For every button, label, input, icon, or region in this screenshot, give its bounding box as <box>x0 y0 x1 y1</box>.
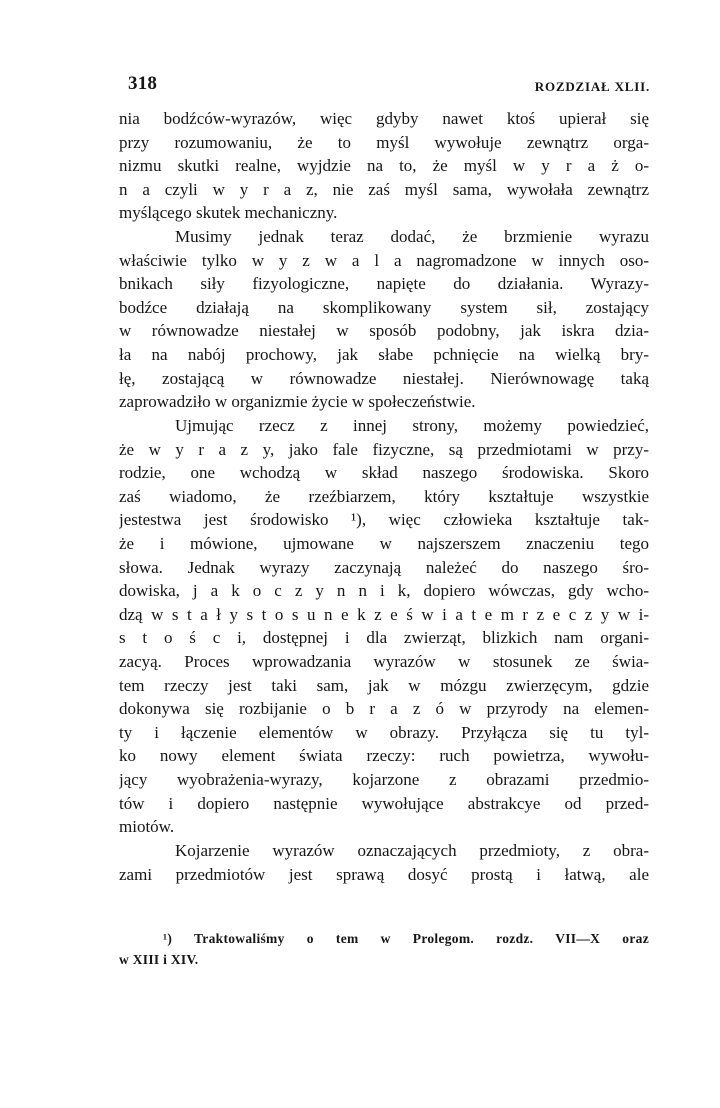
text-line: n a czyli w y r a z, nie zaś myśl sama, wywołała zewnątrz <box>119 179 649 199</box>
text-line: s t o ś c i, dostępnej i dla zwierząt, blizkich nam organi- <box>119 628 649 648</box>
text-line: zami przedmiotów jest sprawą dosyć prostą i łatwą, ale <box>119 864 649 884</box>
running-head: ROZDZIAŁ XLII. <box>534 79 650 94</box>
text-line: zaprowadziło w organizmie życie w społeczeństwie. <box>119 392 476 412</box>
text-line: słowa. Jednak wyrazy zaczynają należeć do naszego śro- <box>119 557 649 577</box>
text-line: dzą w s t a ł y s t o s u n e k z e ś w i a t e m r z e c z y w i- <box>119 604 649 624</box>
text-line: w równowadze niestałej w sposób podobny, jak iskra dzia- <box>119 321 649 341</box>
text-line: ła na nabój prochowy, jak słabe pchnięcie na wielką bry- <box>119 345 649 365</box>
page-number: 318 <box>128 73 158 94</box>
footnote-line: ¹) Traktowaliśmy o tem w Prolegom. rozdz. VII—X oraz <box>163 931 649 946</box>
footnote-line: w XIII i XIV. <box>119 952 199 967</box>
text-line: miotów. <box>119 817 175 837</box>
text-line: że w y r a z y, jako fale fizyczne, są przedmiotami w przy- <box>119 439 649 459</box>
body-text <box>119 107 649 886</box>
text-line: zaś wiadomo, że rzeźbiarzem, który kształtuje wszystkie <box>119 486 649 506</box>
text-line: rodzie, one wchodzą w skład naszego środowiska. Skoro <box>119 463 649 483</box>
page-header <box>128 66 650 96</box>
text-line: ko nowy element świata rzeczy: ruch powietrza, wywołu- <box>119 746 649 766</box>
text-line: bodźce działają na skomplikowany system sił, zostający <box>119 297 649 317</box>
text-line: jestestwa jest środowisko ¹), więc człowieka kształtuje tak- <box>119 510 649 530</box>
text-line: bnikach siły fizyologiczne, napięte do działania. Wyrazy- <box>119 274 649 294</box>
text-line: myślącego skutek mechaniczny. <box>119 203 338 223</box>
text-line: ty i łączenie elementów w obrazy. Przyłącza się tu tyl- <box>119 722 649 742</box>
text-line: że i mówione, ujmowane w najszerszem znaczeniu tego <box>119 533 649 553</box>
text-line: tów i dopiero następnie wywołujące abstrakcye od przed- <box>119 793 649 813</box>
text-line: Kojarzenie wyrazów oznaczających przedmioty, z obra- <box>175 840 649 860</box>
text-line: dokonywa się rozbijanie o b r a z ó w przyrody na elemen- <box>119 699 649 719</box>
footnotes <box>119 928 649 970</box>
text-line: nizmu skutki realne, wyjdzie na to, że myśl w y r a ż o- <box>119 156 649 176</box>
text-line: Ujmując rzecz z innej strony, możemy powiedzieć, <box>175 415 649 435</box>
text-line: zacyą. Proces wprowadzania wyrazów w stosunek ze świa- <box>119 652 649 672</box>
text-line: nia bodźców-wyrazów, więc gdyby nawet ktoś upierał się <box>119 109 649 128</box>
text-line: Musimy jednak teraz dodać, że brzmienie wyrazu <box>175 227 649 247</box>
text-line: dowiska, j a k o c z y n n i k, dopiero wówczas, gdy wcho- <box>119 581 649 601</box>
text-line: przy rozumowaniu, że to myśl wywołuje zewnątrz orga- <box>119 132 649 152</box>
text-line: właściwie tylko w y z w a l a nagromadzone w innych oso- <box>119 250 649 270</box>
text-line: tem rzeczy jest taki sam, jak w mózgu zwierzęcym, gdzie <box>119 675 649 695</box>
text-line: jący wyobrażenia-wyrazy, kojarzone z obrazami przedmio- <box>119 770 649 790</box>
text-line: łę, zostającą w równowadze niestałej. Nierównowagę taką <box>119 368 649 388</box>
